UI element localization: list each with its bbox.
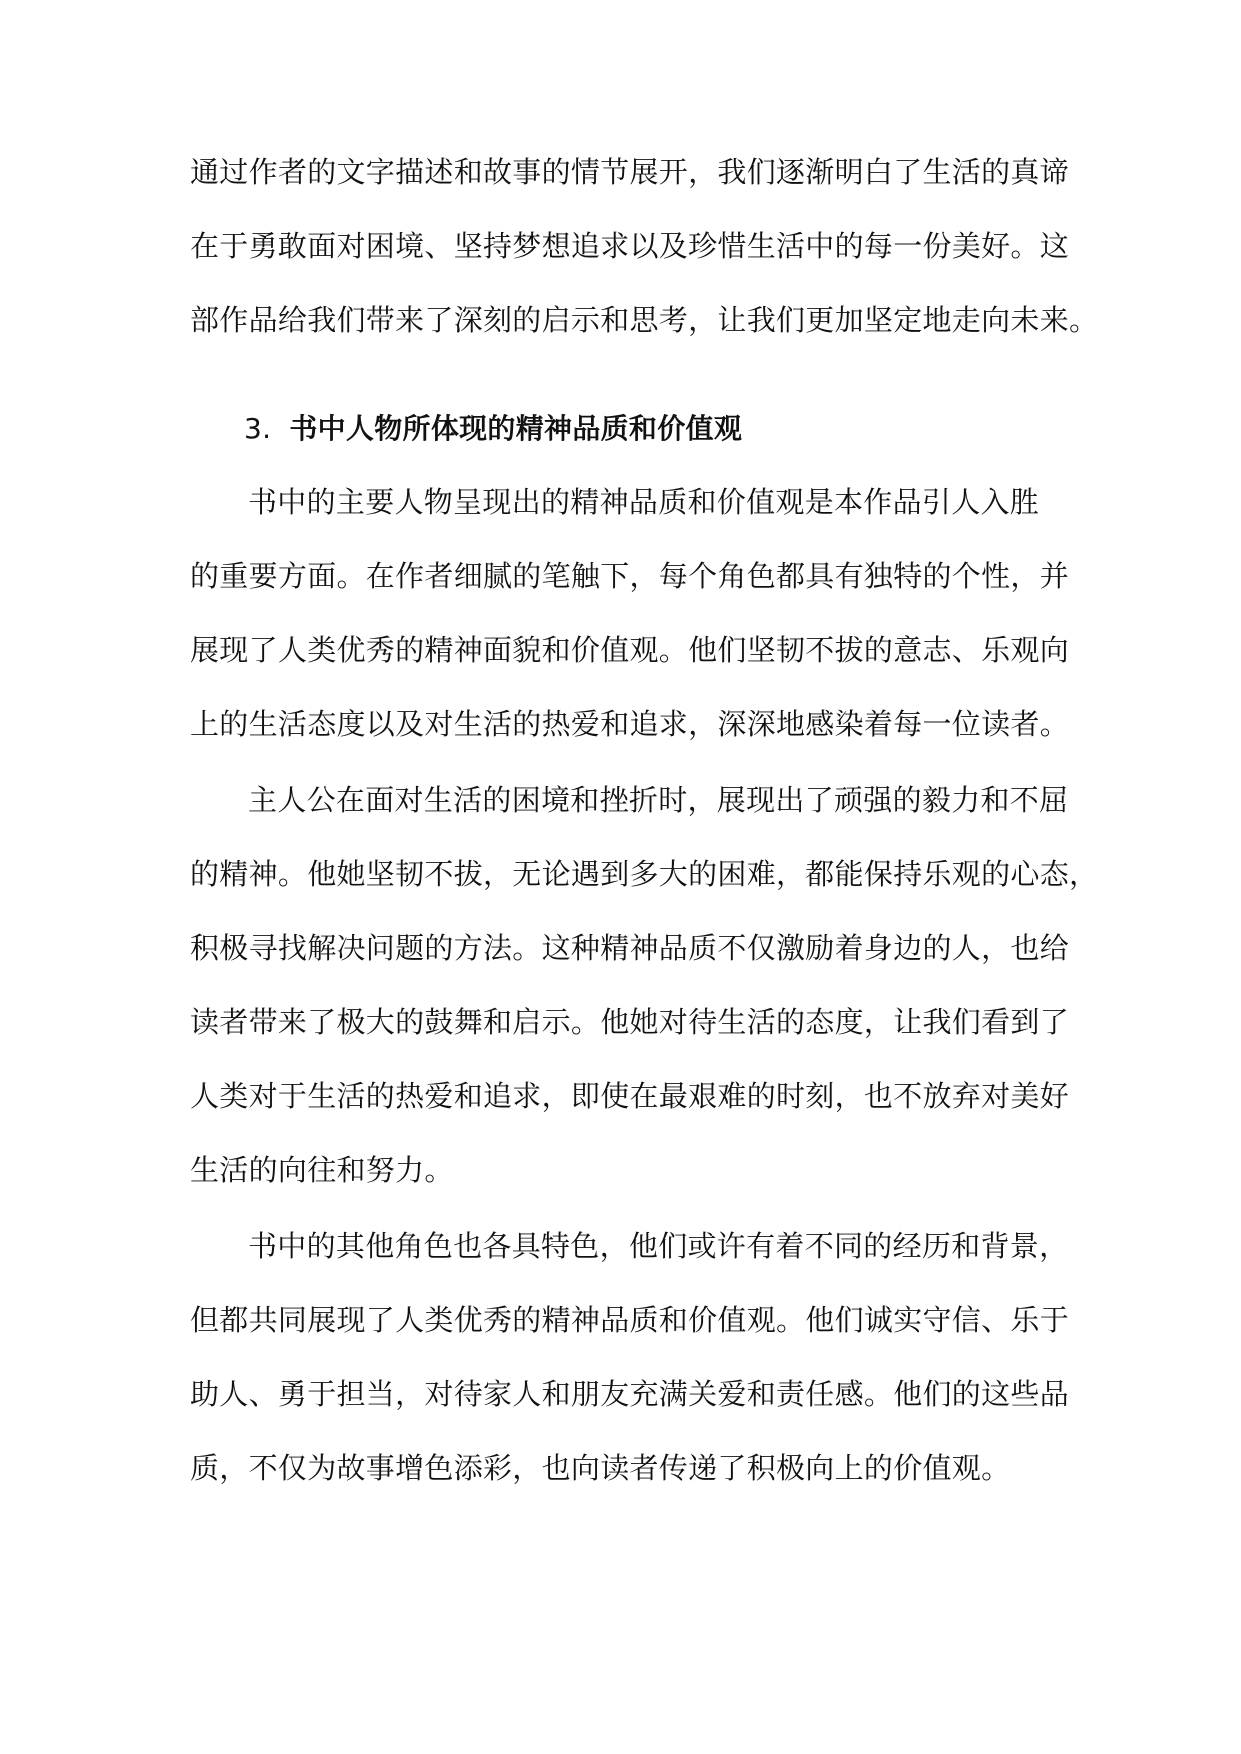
text-line: 积极寻找解决问题的方法。这种精神品质不仅激励着身边的人，也给 (190, 931, 1070, 965)
section-title: 书中人物所体现的精神品质和价值观 (289, 412, 743, 445)
text-line: 展现了人类优秀的精神面貌和价值观。他们坚韧不拔的意志、乐观向 (190, 633, 1070, 667)
text-line: 助人、勇于担当，对待家人和朋友充满关爱和责任感。他们的这些品 (190, 1377, 1070, 1411)
text-line: 但都共同展现了人类优秀的精神品质和价值观。他们诚实守信、乐于 (190, 1303, 1070, 1337)
text-line: 生活的向往和努力。 (190, 1153, 454, 1187)
text-line: 书中的主要人物呈现出的精神品质和价值观是本作品引人入胜 (248, 485, 1040, 519)
text-line: 部作品给我们带来了深刻的启示和思考，让我们更加坚定地走向未来。 (190, 303, 1099, 337)
text-line: 上的生活态度以及对生活的热爱和追求，深深地感染着每一位读者。 (190, 707, 1070, 741)
text-line: 人类对于生活的热爱和追求，即使在最艰难的时刻，也不放弃对美好 (190, 1079, 1070, 1113)
section-heading (244, 409, 1114, 449)
text-line: 质，不仅为故事增色添彩，也向读者传递了积极向上的价值观。 (190, 1451, 1011, 1485)
text-line: 主人公在面对生活的困境和挫折时，展现出了顽强的毅力和不屈 (248, 783, 1069, 817)
text-line: 在于勇敢面对困境、坚持梦想追求以及珍惜生活中的每一份美好。这 (190, 229, 1070, 263)
text-line: 读者带来了极大的鼓舞和启示。他她对待生活的态度，让我们看到了 (190, 1005, 1070, 1039)
section-number: 3. (244, 412, 272, 445)
text-line: 的精神。他她坚韧不拔，无论遇到多大的困难，都能保持乐观的心态， (190, 857, 1099, 891)
text-line: 通过作者的文字描述和故事的情节展开，我们逐渐明白了生活的真谛 (190, 155, 1070, 189)
text-line: 书中的其他角色也各具特色，他们或许有着不同的经历和背景， (248, 1229, 1069, 1263)
text-line: 的重要方面。在作者细腻的笔触下，每个角色都具有独特的个性，并 (190, 559, 1070, 593)
